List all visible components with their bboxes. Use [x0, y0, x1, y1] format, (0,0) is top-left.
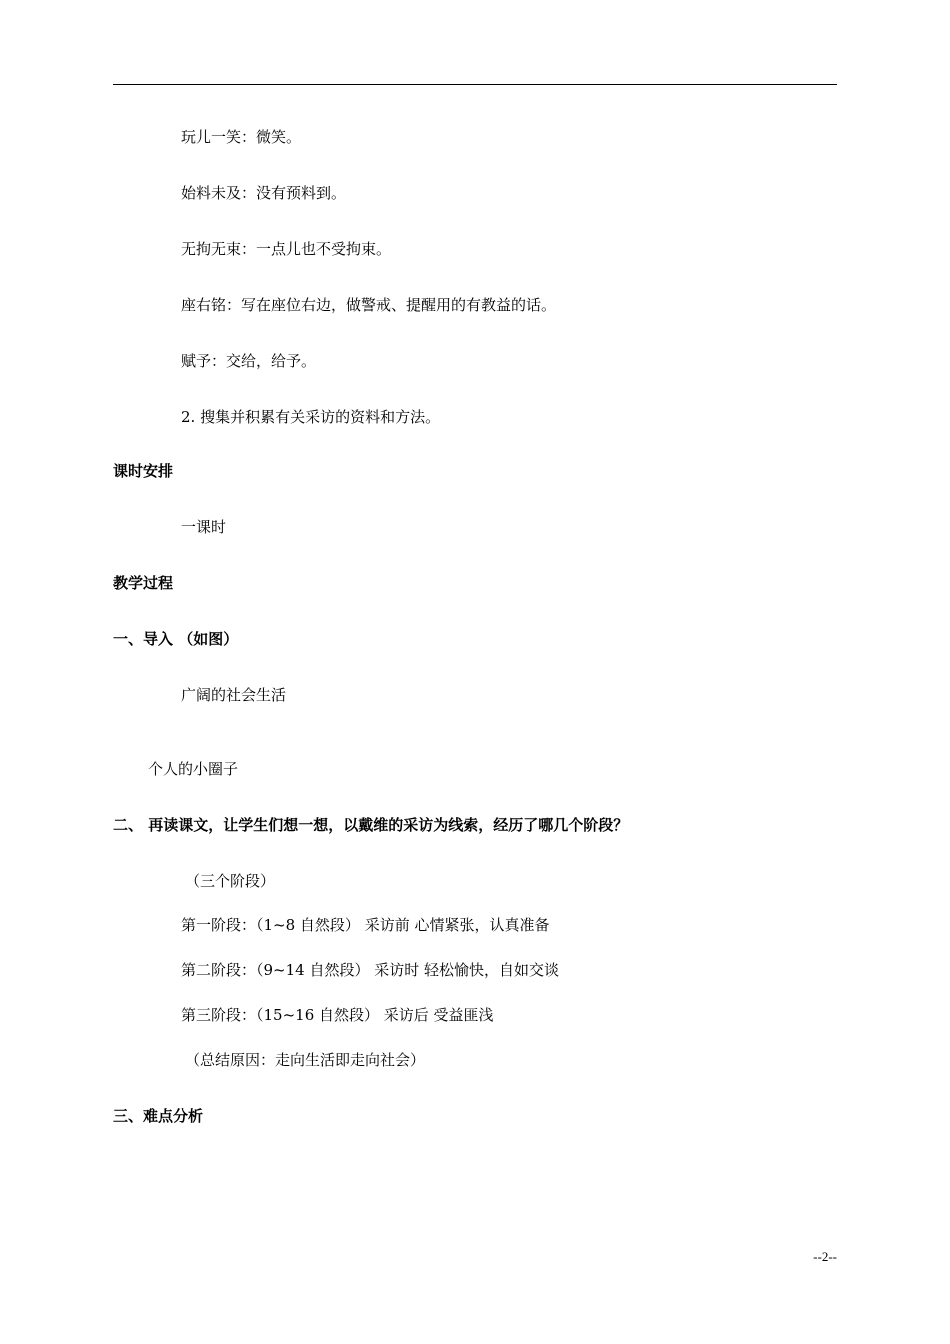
diagram-label-inner: 个人的小圈子: [148, 760, 239, 778]
page-number: --2--: [813, 1249, 837, 1264]
list-item-2: 2. 搜集并积累有关采访的资料和方法。: [181, 408, 441, 426]
definition-line: 赋予：交给，给予。: [181, 352, 317, 370]
stage-line: 第二阶段：（9~14 自然段） 采访时 轻松愉快，自如交谈: [181, 961, 560, 979]
section-2-heading: 二、 再读课文，让学生们想一想，以戴维的采访为线索，经历了哪几个阶段？: [113, 816, 629, 834]
process-heading: 教学过程: [113, 574, 174, 592]
definition-line: 无拘无束：一点儿也不受拘束。: [181, 240, 392, 258]
definition-line: 玩儿一笑：微笑。: [181, 128, 302, 146]
section-3-heading: 三、难点分析: [113, 1107, 204, 1125]
stage-line: 第三阶段：（15~16 自然段） 采访后 受益匪浅: [181, 1006, 494, 1024]
schedule-heading: 课时安排: [113, 462, 174, 480]
definition-line: 座右铭：写在座位右边，做警戒、提醒用的有教益的话。: [181, 296, 557, 314]
section-1-heading: 一、导入 （如图）: [113, 630, 239, 648]
diagram-label-outer: 广阔的社会生活: [181, 686, 287, 704]
summary-line: （总结原因：走向生活即走向社会）: [185, 1051, 426, 1069]
schedule-value: 一课时: [181, 518, 227, 536]
stage-line: 第一阶段：（1~8 自然段） 采访前 心情紧张，认真准备: [181, 916, 550, 934]
definition-line: 始料未及：没有预料到。: [181, 184, 347, 202]
header-rule: [113, 84, 837, 85]
stage-count-note: （三个阶段）: [185, 872, 276, 890]
